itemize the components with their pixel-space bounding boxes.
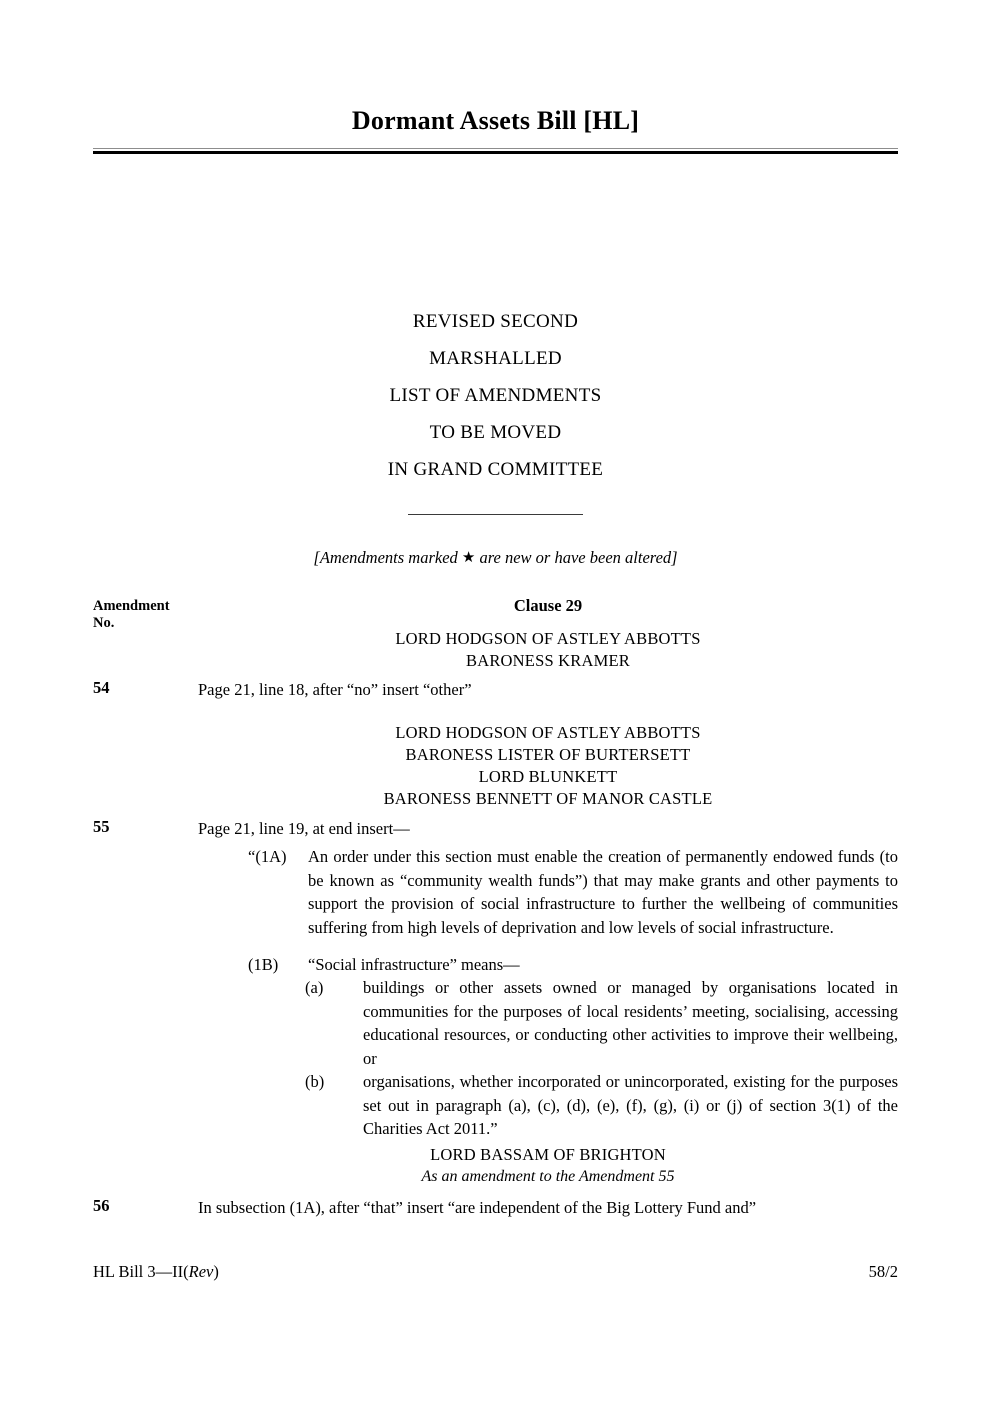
- bill-reference-rev: Rev: [188, 1262, 214, 1281]
- column-label-line-2: No.: [93, 615, 115, 631]
- heading-line-1: REVISED SECOND: [412, 311, 579, 332]
- amendment-to-amendment-note: As an amendment to the Amendment 55: [421, 1168, 675, 1185]
- member-name: BARONESS KRAMER: [466, 651, 630, 670]
- member-list-group-1: [198, 628, 898, 672]
- member-name: LORD HODGSON OF ASTLEY ABBOTTS: [395, 723, 701, 742]
- column-label-line-1: Amendment: [93, 598, 170, 614]
- note-prefix: [Amendments marked: [313, 548, 462, 567]
- heading-line-4: TO BE MOVED: [429, 422, 562, 443]
- amendment-text-56: In subsection (1A), after “that” insert “are independent of the Big Lottery Fund and”: [198, 1198, 757, 1217]
- amendment-text-54: Page 21, line 18, after “no” insert “other”: [198, 680, 472, 699]
- amendments-marked-note: [93, 548, 898, 568]
- title-divider: [93, 148, 898, 154]
- paragraph-marker-b: (b): [305, 1072, 325, 1091]
- member-name: BARONESS BENNETT OF MANOR CASTLE: [383, 789, 713, 808]
- amendment-no-column-label: [93, 598, 193, 632]
- paragraph-marker-a: (a): [305, 978, 324, 997]
- inserted-paragraph-1A: [248, 845, 898, 939]
- page-footer: [93, 1262, 898, 1282]
- heading-line-5: IN GRAND COMMITTEE: [387, 459, 604, 480]
- bill-reference-prefix: HL Bill 3—II(: [93, 1262, 189, 1281]
- inserted-subparagraph-b: [305, 1070, 898, 1141]
- paragraph-text-a: buildings or other assets owned or managed by organisations located in communities for the purposes of local residents’ meeting, socialising, accessing educational resources, or conducting other activities to improve their wellbeing, or: [363, 978, 898, 1068]
- bill-reference-suffix: ): [213, 1262, 219, 1281]
- heading-line-3: LIST OF AMENDMENTS: [389, 385, 602, 406]
- member-list-group-2: [198, 722, 898, 810]
- list-heading: [93, 303, 898, 515]
- clause-heading: Clause 29: [513, 596, 583, 615]
- paragraph-text-1B: “Social infrastructure” means—: [308, 955, 520, 974]
- amendment-number-56: 56: [93, 1196, 110, 1215]
- note-suffix: are new or have been altered]: [475, 548, 678, 567]
- paragraph-text-b: organisations, whether incorporated or unincorporated, existing for the purposes set out in paragraph (a), (c), (d), (e), (f), (g), (i) or (j) of section 3(1) of the Charities Act 2011.”: [363, 1072, 898, 1138]
- member-name: LORD HODGSON OF ASTLEY ABBOTTS: [395, 629, 701, 648]
- inserted-subparagraph-a: [305, 976, 898, 1070]
- amendment-number-54: 54: [93, 678, 110, 697]
- paragraph-marker-1A: “(1A): [248, 847, 287, 866]
- member-name: LORD BASSAM OF BRIGHTON: [430, 1145, 666, 1164]
- paragraph-marker-1B: (1B): [248, 955, 279, 974]
- bill-reference: [93, 1262, 219, 1282]
- member-name: BARONESS LISTER OF BURTERSETT: [405, 745, 691, 764]
- heading-line-2: MARSHALLED: [429, 348, 562, 369]
- member-name: LORD BLUNKETT: [478, 767, 618, 786]
- amendment-text-55: Page 21, line 19, at end insert—: [198, 819, 410, 838]
- star-icon: ★: [461, 550, 476, 566]
- page-reference: 58/2: [868, 1262, 898, 1281]
- heading-divider: [408, 514, 583, 515]
- amendment-number-55: 55: [93, 817, 110, 836]
- inserted-paragraph-1B: [248, 953, 898, 977]
- paragraph-text-1A: An order under this section must enable the creation of permanently endowed funds (to be known as “community wealth funds”) that may make grants and other payments to support the provision of social infrastructure to further the wellbeing of communities suffering from high levels of deprivation and low levels of social infrastructure.: [308, 847, 898, 937]
- page-title: Dormant Assets Bill [HL]: [351, 106, 640, 135]
- member-list-group-3: [198, 1144, 898, 1188]
